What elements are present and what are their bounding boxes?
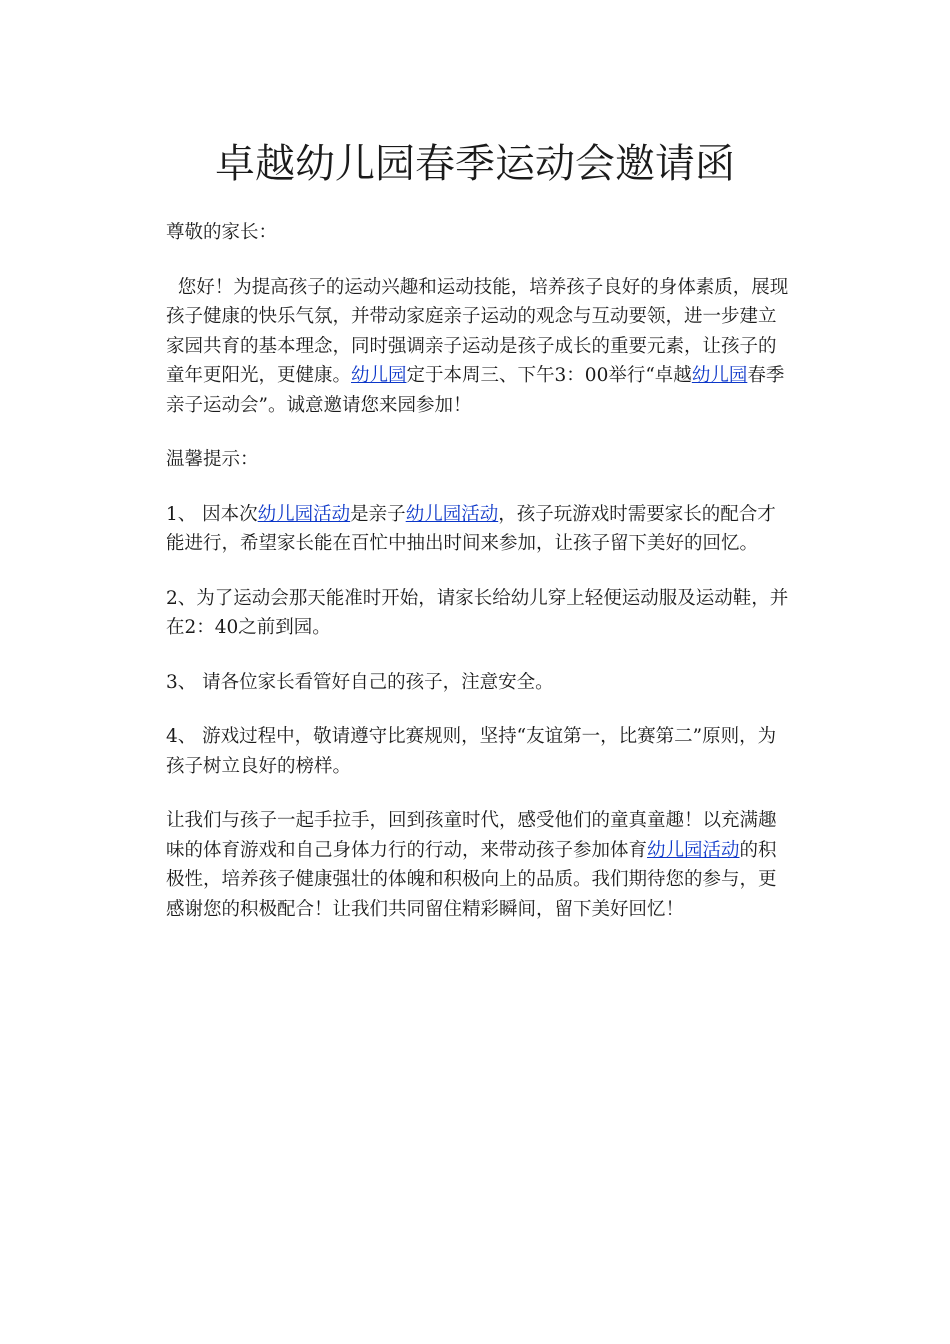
tips-heading: 温馨提示： xyxy=(166,449,259,470)
tip-1-text-b: 是亲子 xyxy=(350,503,406,525)
tip-1 xyxy=(166,500,790,559)
tip-2: 2、为了运动会那天能准时开始，请家长给幼儿穿上轻便运动服及运动鞋，并在2：40之前到园。 xyxy=(166,587,789,638)
document-body xyxy=(166,218,790,949)
tip-1-text-c: ，孩子玩游戏时需要家长的配合才能进行，希望家长能在百忙中抽出时间来参加，让孩子留下美好的回忆。 xyxy=(166,503,776,554)
closing-text-b: 的积极性，培养孩子健康强壮的体魄和积极向上的品质。我们期待您的参与，更感谢您的积极配合！让我们共同留住精彩瞬间，留下美好回忆！ xyxy=(166,839,777,920)
kindergarten-link[interactable]: 幼儿园 xyxy=(351,365,407,386)
kindergarten-link-2[interactable]: 幼儿园 xyxy=(691,365,748,386)
intro-paragraph xyxy=(166,273,790,421)
intro-text-3: 春季亲子运动会”。诚意邀请您来园参加！ xyxy=(166,365,785,416)
intro-text-1: 您好！为提高孩子的运动兴趣和运动技能，培养孩子良好的身体素质，展现孩子健康的快乐气氛，并带动家庭亲子运动的观念与互动要领，进一步建立家园共育的基本理念，同时强调亲子运动是孩子成长的重要元素，让孩子的童年更阳光，更健康。 xyxy=(166,276,789,386)
closing-text-a: 让我们与孩子一起手拉手，回到孩童时代，感受他们的童真童趣！以充满趣味的体育游戏和自己身体力行的行动，来带动孩子参加体育 xyxy=(166,810,777,861)
kindergarten-activity-link-2[interactable]: 幼儿园活动 xyxy=(405,503,499,525)
kindergarten-activity-link-3[interactable]: 幼儿园活动 xyxy=(647,839,740,861)
greeting: 尊敬的家长： xyxy=(166,222,278,243)
tip-4: 4、 游戏过程中，敬请遵守比赛规则，坚持“友谊第一，比赛第二”原则，为孩子树立良好的榜样。 xyxy=(166,726,777,777)
document-title: 卓越幼儿园春季运动会邀请函 xyxy=(215,141,735,187)
kindergarten-activity-link[interactable]: 幼儿园活动 xyxy=(257,503,351,525)
tip-1-text-a: 1、 因本次 xyxy=(166,503,258,525)
tip-3: 3、 请各位家长看管好自己的孩子，注意安全。 xyxy=(166,671,554,693)
intro-text-2: 定于本周三、下午3：00举行“卓越 xyxy=(406,365,692,386)
closing-paragraph xyxy=(166,806,790,924)
